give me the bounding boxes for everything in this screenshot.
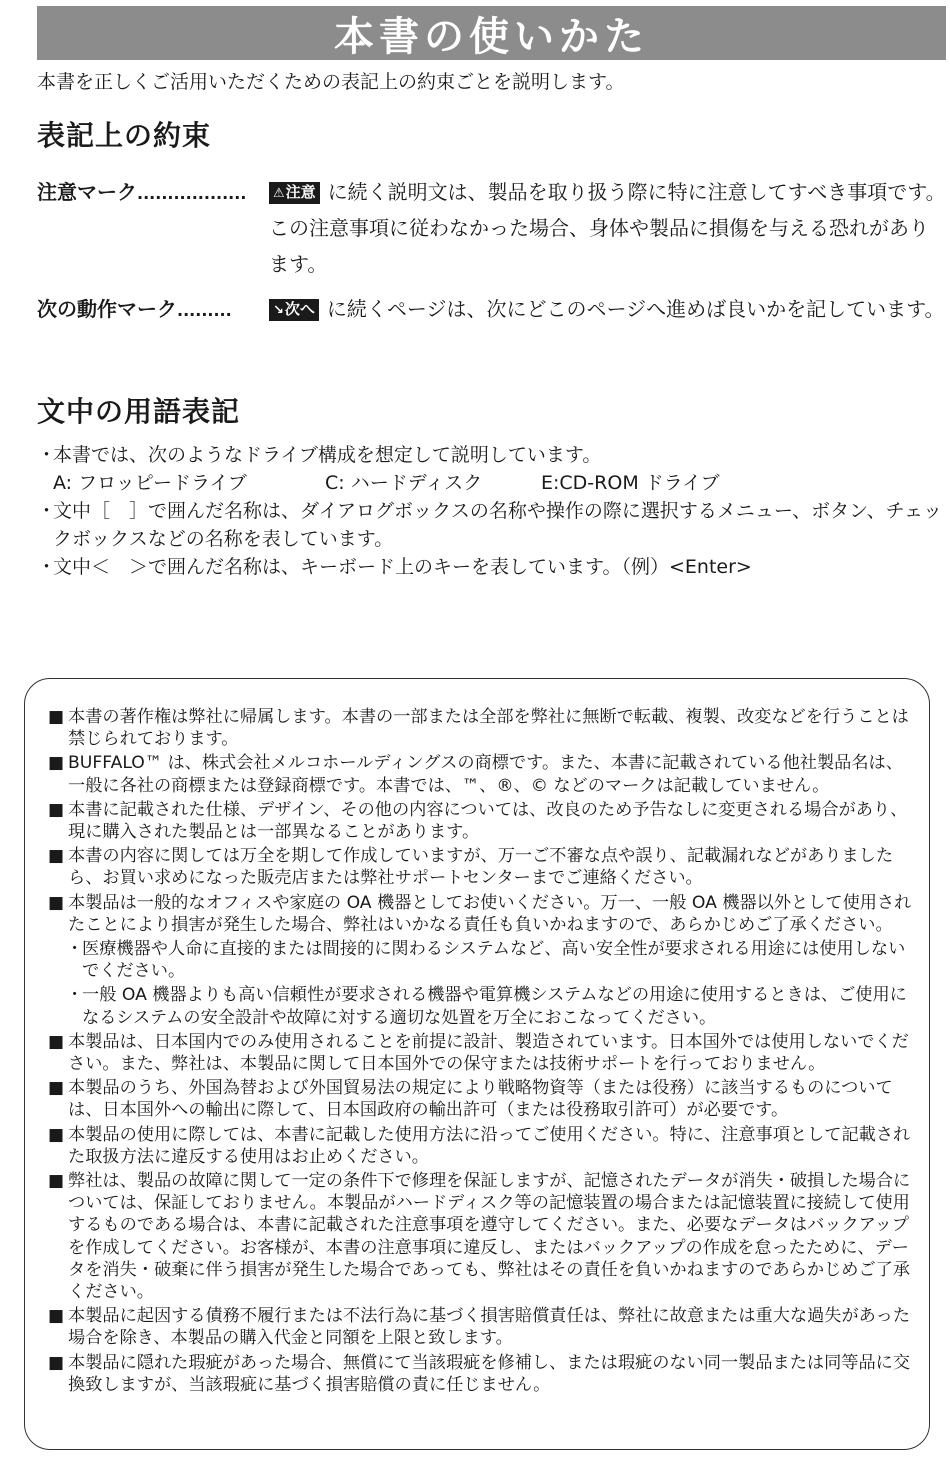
bullet: ・: [37, 444, 57, 466]
notice-text: 本書の著作権は弊社に帰属します。本書の一部または全部を弊社に無断で転載、複製、改変などを行うことは禁じられております。: [68, 707, 909, 750]
notice-item: [48, 892, 914, 936]
drive-c: C: ハードディスク: [325, 472, 483, 494]
notice-sub-text: 一般 OA 機器よりも高い信頼性が要求される機器や電算機システムなどの用途に使用するときは、ご使用になるシステムの安全設計や故障に対する適切な処置を万全におこなってください。: [82, 985, 907, 1028]
square-bullet-icon: ■: [48, 892, 65, 913]
terms-list: [37, 441, 947, 581]
notice-item: [48, 752, 914, 796]
notice-text: 弊社は、製品の故障に関して一定の条件下で修理を保証しますが、記憶されたデータが消失・破損した場合については、保証しておりません。本製品がハードディスク等の記憶装置の場合または記憶装置に接続して使用するものである場合は、本書に記載された注意事項を遵守してください。また、必要なデータはバックアップを作成してください。お客様が、本書の注意事項に違反し、またはバックアップの作成を怠ったために、データを消失・破棄に伴う損害が発生した場合であっても、弊社はその責任を負いかねますのであらかじめご了承ください。: [68, 1171, 911, 1303]
notice-item: [48, 1031, 914, 1075]
terms-item-angle-brackets: 文中＜ ＞で囲んだ名称は、キーボード上のキーを表しています。（例）<Enter>: [53, 556, 752, 578]
drive-a: A: フロッピードライブ: [53, 472, 247, 494]
caution-mark-description: [269, 174, 947, 282]
next-mark-name: 次の動作マーク: [37, 297, 177, 321]
next-mark-label: [37, 291, 232, 329]
notice-sub-text: 医療機器や人命に直接的または間接的に関わるシステムなど、高い安全性が要求される用途には使用しないでください。: [82, 939, 906, 982]
next-badge: [269, 299, 319, 321]
notice-text: BUFFALO™ は、株式会社メルコホールディングスの商標です。また、本書に記載されている他社製品名は、一般に各社の商標または登録商標です。本書では、™、®、© などのマークは記載していません。: [68, 753, 903, 796]
drive-list: [37, 469, 947, 497]
caution-badge: [269, 182, 320, 204]
leader-dots: ..................: [137, 184, 247, 203]
square-bullet-icon: ■: [48, 1031, 65, 1052]
warning-icon: ⚠: [273, 186, 285, 201]
next-mark-description: [269, 291, 947, 327]
notice-item: [48, 1077, 914, 1121]
arrow-down-right-icon: ↘: [273, 303, 284, 318]
notice-item: [48, 1352, 914, 1396]
notice-item: [48, 1124, 914, 1168]
notice-sub-item: [48, 984, 914, 1028]
page-title: 本書の使いかた: [37, 6, 946, 60]
notice-item: [48, 799, 914, 843]
list-item: [37, 553, 947, 581]
next-badge-label: 次へ: [284, 300, 315, 318]
square-bullet-icon: ■: [48, 846, 65, 867]
next-mark-row: [37, 291, 947, 363]
bullet: ・: [66, 985, 84, 1006]
notice-item: [48, 706, 914, 750]
square-bullet-icon: ■: [48, 1352, 65, 1373]
notice-item: [48, 845, 914, 889]
drive-e: E:CD-ROM ドライブ: [541, 472, 720, 494]
bullet: ・: [37, 500, 57, 522]
leader-dots: .........: [177, 301, 232, 320]
notice-text: 本製品に起因する債務不履行または不法行為に基づく損害賠償責任は、弊社に故意または重大な過失があった場合を除き、本製品の購入代金と同額を上限と致します。: [68, 1306, 911, 1349]
square-bullet-icon: ■: [48, 1078, 65, 1099]
notice-text: 本製品のうち、外国為替および外国貿易法の規定により戦略物資等（または役務）に該当するものについては、日本国外への輸出に際して、日本国政府の輸出許可（または役務取引許可）が必要です。: [68, 1078, 893, 1121]
square-bullet-icon: ■: [48, 1306, 65, 1327]
square-bullet-icon: ■: [48, 707, 65, 727]
notice-text: 本製品は一般的なオフィスや家庭の OA 機器としてお使いください。万一、一般 OA 機器以外として使用されたことにより損害が発生した場合、弊社はいかなる責任も負いかねますので、あらかじめご了承ください。: [68, 892, 912, 935]
caution-mark-label: [37, 174, 246, 212]
notice-text: 本製品は、日本国内でのみ使用されることを前提に設計、製造されています。日本国外では使用しないでください。また、弊社は、本製品に関して日本国外での保守または技術サポートを行っておりません。: [68, 1031, 909, 1075]
square-bullet-icon: ■: [48, 753, 65, 774]
notice-item: [48, 1305, 914, 1349]
notice-text: 本製品に隠れた瑕疵があった場合、無償にて当該瑕疵を修補し、または瑕疵のない同一製品または同等品に交換致しますが、当該瑕疵に基づく損害賠償の責に任じません。: [68, 1352, 911, 1395]
notice-text: 本製品の使用に際しては、本書に記載した使用方法に沿ってご使用ください。特に、注意事項として記載された取扱方法に違反する使用はお止めください。: [68, 1124, 911, 1167]
list-item: [37, 441, 947, 469]
bullet: ・: [37, 556, 57, 578]
caution-mark-row: [37, 174, 947, 284]
square-bullet-icon: ■: [48, 1171, 65, 1192]
terms-item-brackets: 文中［ ］で囲んだ名称は、ダイアログボックスの名称や操作の際に選択するメニュー、ボタン、チェックボックスなどの名称を表しています。: [53, 500, 943, 550]
bullet: ・: [66, 939, 84, 960]
caution-mark-text: に続く説明文は、製品を取り扱う際に特に注意してすべき事項です。この注意事項に従わなかった場合、身体や製品に損傷を与える恐れがあります。: [269, 180, 946, 276]
intro-text: 本書を正しくご活用いただくための表記上の約束ごとを説明します。: [37, 71, 625, 93]
square-bullet-icon: ■: [48, 799, 65, 820]
caution-mark-name: 注意マーク: [37, 180, 137, 204]
list-item: [37, 497, 947, 553]
notice-sub-item: [48, 938, 914, 982]
notice-text: 本書の内容に関しては万全を期して作成していますが、万一ご不審な点や誤り、記載漏れなどがありましたら、お買い求めになった販売店または弊社サポートセンターまでご連絡ください。: [68, 846, 894, 889]
square-bullet-icon: ■: [48, 1124, 65, 1145]
notice-item: [48, 1170, 914, 1303]
section-heading-terms: 文中の用語表記: [37, 395, 241, 428]
notice-list: [48, 706, 914, 1398]
notice-text: 本書に記載された仕様、デザイン、その他の内容については、改良のため予告なしに変更される場合があり、現に購入された製品とは一部異なることがあります。: [68, 799, 908, 843]
section-heading-notation: 表記上の約束: [37, 119, 212, 152]
caution-badge-label: 注意: [285, 183, 316, 201]
next-mark-text: に続くページは、次にどこのページへ進めば良いかを記しています。: [326, 297, 945, 321]
terms-item-drives: 本書では、次のようなドライブ構成を想定して説明しています。: [53, 444, 602, 466]
